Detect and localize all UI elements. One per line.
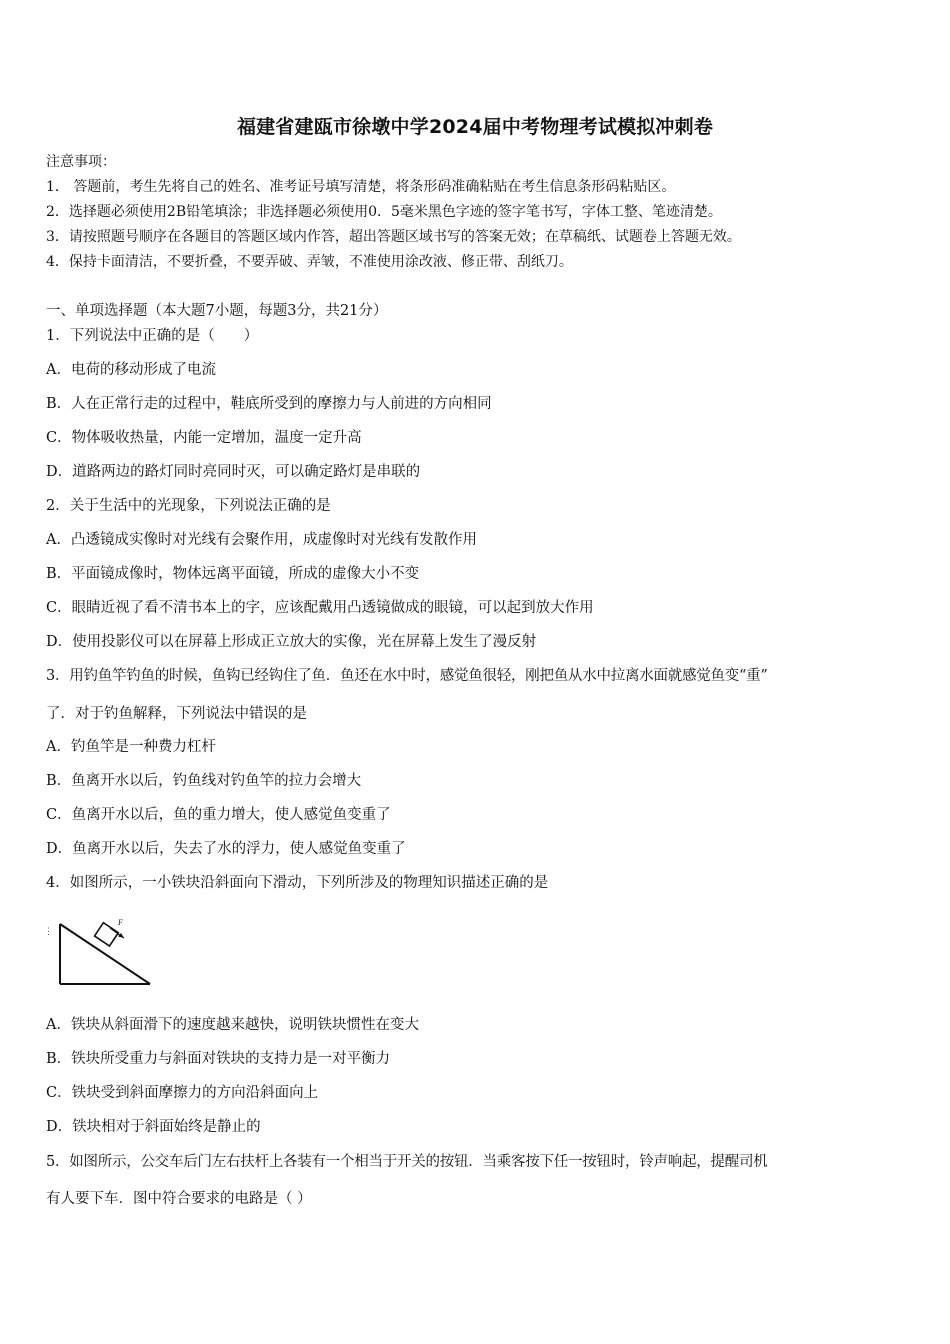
option-d: D．道路两边的路灯同时亮同时灭，可以确定路灯是串联的 [46,464,421,480]
option-c: C．铁块受到斜面摩擦力的方向沿斜面向上 [46,1085,319,1101]
incline-block-figure [44,914,156,992]
notice-item: 2．选择题必须使用2B铅笔填涂；非选择题必须使用0．5毫米黑色字迹的签字笔书写，字体工整、笔迹清楚。 [46,204,722,220]
question-stem: 2．关于生活中的光现象，下列说法正确的是 [46,498,331,514]
force-label: F [118,918,123,927]
option-c: C．鱼离开水以后，鱼的重力增大，使人感觉鱼变重了 [46,807,391,823]
question-stem-continued: 了．对于钓鱼解释，下列说法中错误的是 [46,706,307,722]
question-stem: 4．如图所示，一小铁块沿斜面向下滑动，下列所涉及的物理知识描述正确的是 [46,875,549,891]
option-a: A．钓鱼竿是一种费力杠杆 [46,739,216,755]
option-a: A．凸透镜成实像时对光线有会聚作用，成虚像时对光线有发散作用 [46,532,477,548]
question-stem-continued: 有人要下车．图中符合要求的电路是（ ） [46,1191,312,1207]
option-b: B．铁块所受重力与斜面对铁块的支持力是一对平衡力 [46,1051,391,1067]
page-title: 福建省建瓯市徐墩中学2024届中考物理考试模拟冲刺卷 [236,116,714,138]
iron-block [95,923,119,946]
option-c: C．眼睛近视了看不清书本上的字，应该配戴用凸透镜做成的眼镜，可以起到放大作用 [46,600,594,616]
option-a: A．铁块从斜面滑下的速度越来越快，说明铁块惯性在变大 [46,1017,419,1033]
question-stem: 5．如图所示，公交车后门左右扶杆上各装有一个相当于开关的按钮．当乘客按下任一按钮时，铃声响起，提醒司机 [46,1154,768,1170]
option-b: B．人在正常行走的过程中，鞋底所受到的摩擦力与人前进的方向相同 [46,396,492,412]
option-a: A．电荷的移动形成了电流 [46,362,216,378]
question-stem: 3．用钓鱼竿钓鱼的时候，鱼钩已经钩住了鱼．鱼还在水中时，感觉鱼很轻，刚把鱼从水中拉离水面就感觉鱼变“重” [46,668,768,684]
scan-mark: ⋮ [44,926,53,936]
option-d: D．鱼离开水以后，失去了水的浮力，使人感觉鱼变重了 [46,841,406,857]
option-b: B．平面镜成像时，物体远离平面镜，所成的虚像大小不变 [46,566,420,582]
option-b: B．鱼离开水以后，钓鱼线对钓鱼竿的拉力会增大 [46,773,362,789]
section-heading: 一、单项选择题（本大题7小题，每题3分，共21分） [46,303,388,319]
notice-heading: 注意事项： [46,154,116,170]
notice-item: 4．保持卡面清洁，不要折叠，不要弄破、弄皱，不准使用涂改液、修正带、刮纸刀。 [46,254,573,270]
notice-item: 3．请按照题号顺序在各题目的答题区域内作答，超出答题区域书写的答案无效；在草稿纸、试题卷上答题无效。 [46,229,741,245]
option-d: D．铁块相对于斜面始终是静止的 [46,1119,261,1135]
notice-item: 1． 答题前，考生先将自己的姓名、准考证号填写清楚，将条形码准确粘贴在考生信息条形码粘贴区。 [46,179,676,195]
question-stem: 1．下列说法中正确的是（ ） [46,328,259,344]
option-d: D．使用投影仪可以在屏幕上形成正立放大的实像，光在屏幕上发生了漫反射 [46,634,537,650]
option-c: C．物体吸收热量，内能一定增加，温度一定升高 [46,430,362,446]
